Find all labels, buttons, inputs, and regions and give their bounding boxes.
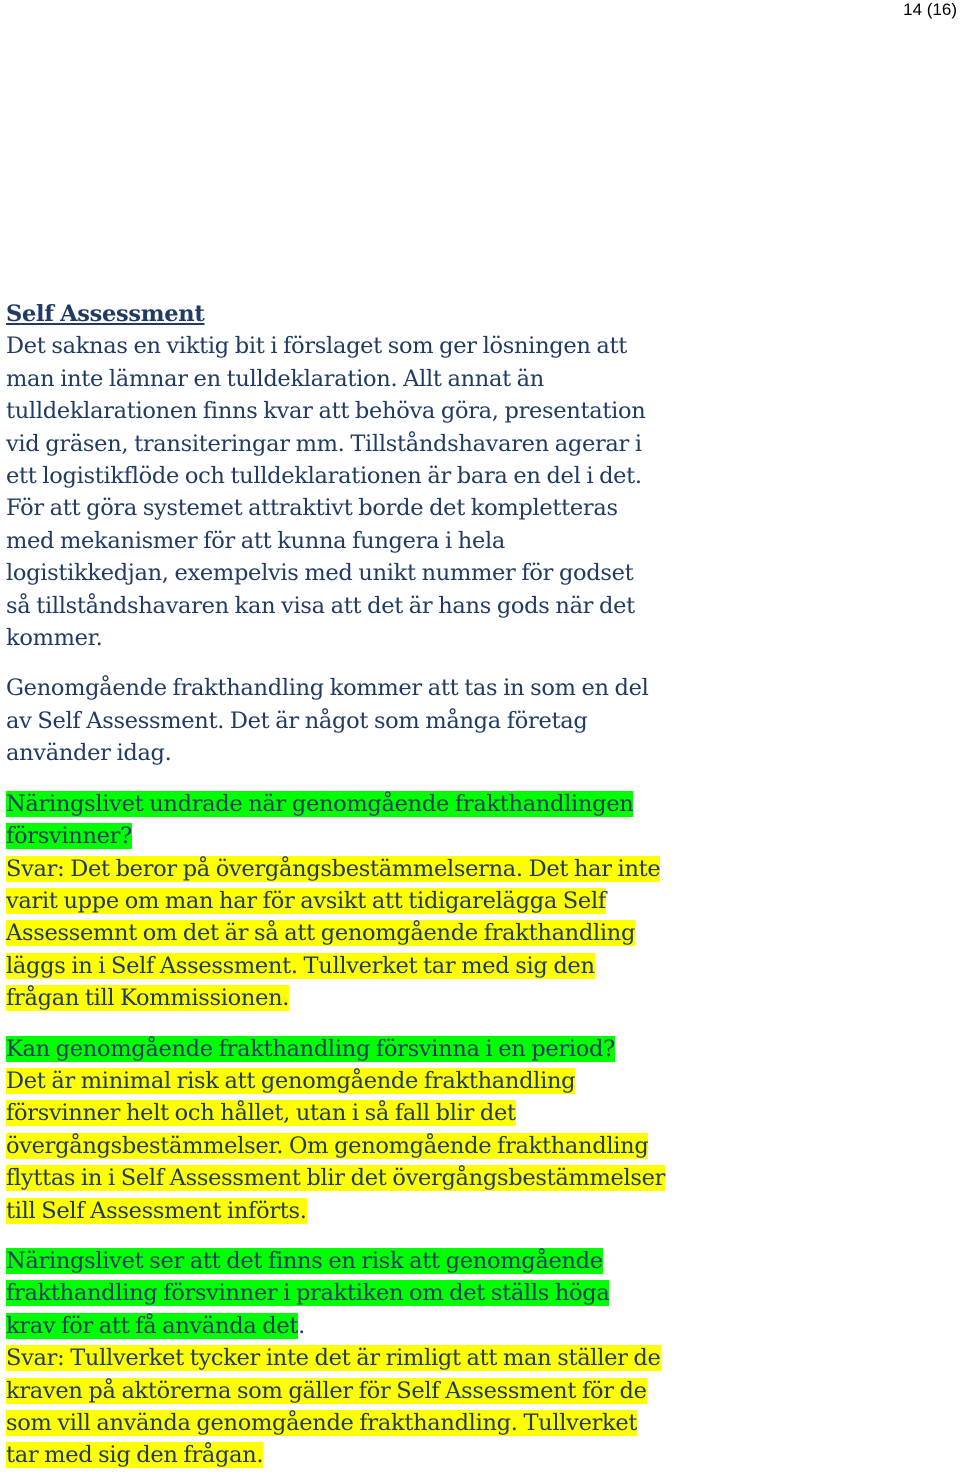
answer-line-highlighted: försvinner helt och hållet, utan i så fall blir det [6,1100,516,1127]
intro-line: med mekanismer för att kunna fungera i hela [6,527,506,554]
question-line-highlighted: försvinner? [6,823,132,850]
answer-line-highlighted: som vill använda genomgående frakthandling. Tullverket [6,1410,638,1436]
qa-block-2 [6,1033,726,1227]
question-line-highlighted: Näringslivet undrade när genomgående frakthandlingen [6,790,634,817]
intro-line: För att göra systemet attraktivt borde det kompletteras [6,495,618,522]
answer-line-highlighted: tar med sig den frågan. [6,1442,264,1469]
question-line-end: . [298,1312,306,1339]
question-line-highlighted: frakthandling försvinner i praktiken om det ställs höga [6,1280,610,1307]
answer-line-highlighted: kraven på aktörerna som gäller för Self Assessment för de [6,1377,647,1404]
answer-line-highlighted: läggs in i Self Assessment. Tullverket tar med sig den [6,952,595,979]
section-heading: Self Assessment [6,301,205,327]
answer-line-highlighted: Assessemnt om det är så att genomgående frakthandling [6,920,636,947]
answer-line-highlighted: flyttas in i Self Assessment blir det övergångsbestämmelser [6,1165,666,1192]
answer-line-highlighted: till Self Assessment införts. [6,1197,307,1224]
intro-line: Det saknas en viktig bit i förslaget som ger lösningen att [6,333,628,360]
answer-line-highlighted: frågan till Kommissionen. [6,985,290,1012]
intro-line: kommer. [6,625,103,652]
intro-line: ett logistikflöde och tulldeklarationen är bara en del i det. [6,463,642,490]
intro-line: tulldeklarationen finns kvar att behöva göra, presentation [6,398,646,425]
intro-line: så tillståndshavaren kan visa att det är hans gods när det [6,592,635,619]
answer-line-highlighted: övergångsbestämmelser. Om genomgående frakthandling [6,1132,649,1159]
qa-block-1 [6,788,726,1015]
page-number: 14 (16) [903,0,957,19]
qa-block-3 [6,1245,726,1472]
paragraph-line: av Self Assessment. Det är något som många företag [6,707,588,734]
frakthandling-paragraph [6,672,726,769]
intro-line: man inte lämnar en tulldeklaration. Allt annat än [6,365,544,392]
question-line-highlighted: Näringslivet ser att det finns en risk att genomgående [6,1247,603,1274]
answer-line-highlighted: Svar: Det beror på övergångsbestämmelserna. Det har inte [6,855,661,882]
question-line-highlighted: krav för att få använda det [6,1312,299,1339]
answer-line-highlighted: varit uppe om man har för avsikt att tidigarelägga Self [6,887,606,914]
intro-line: logistikkedjan, exempelvis med unikt nummer för godset [6,560,634,587]
answer-line-highlighted: Svar: Tullverket tycker inte det är rimligt att man ställer de [6,1345,661,1372]
answer-line-highlighted: Det är minimal risk att genomgående frakthandling [6,1067,576,1094]
paragraph-line: Genomgående frakthandling kommer att tas in som en del [6,675,649,702]
paragraph-line: använder idag. [6,740,172,767]
intro-line: vid gräsen, transiteringar mm. Tillståndshavaren agerar i [6,430,642,457]
document-body [6,298,726,1472]
intro-paragraph [6,330,726,654]
question-line-highlighted: Kan genomgående frakthandling försvinna i en period? [6,1035,615,1062]
